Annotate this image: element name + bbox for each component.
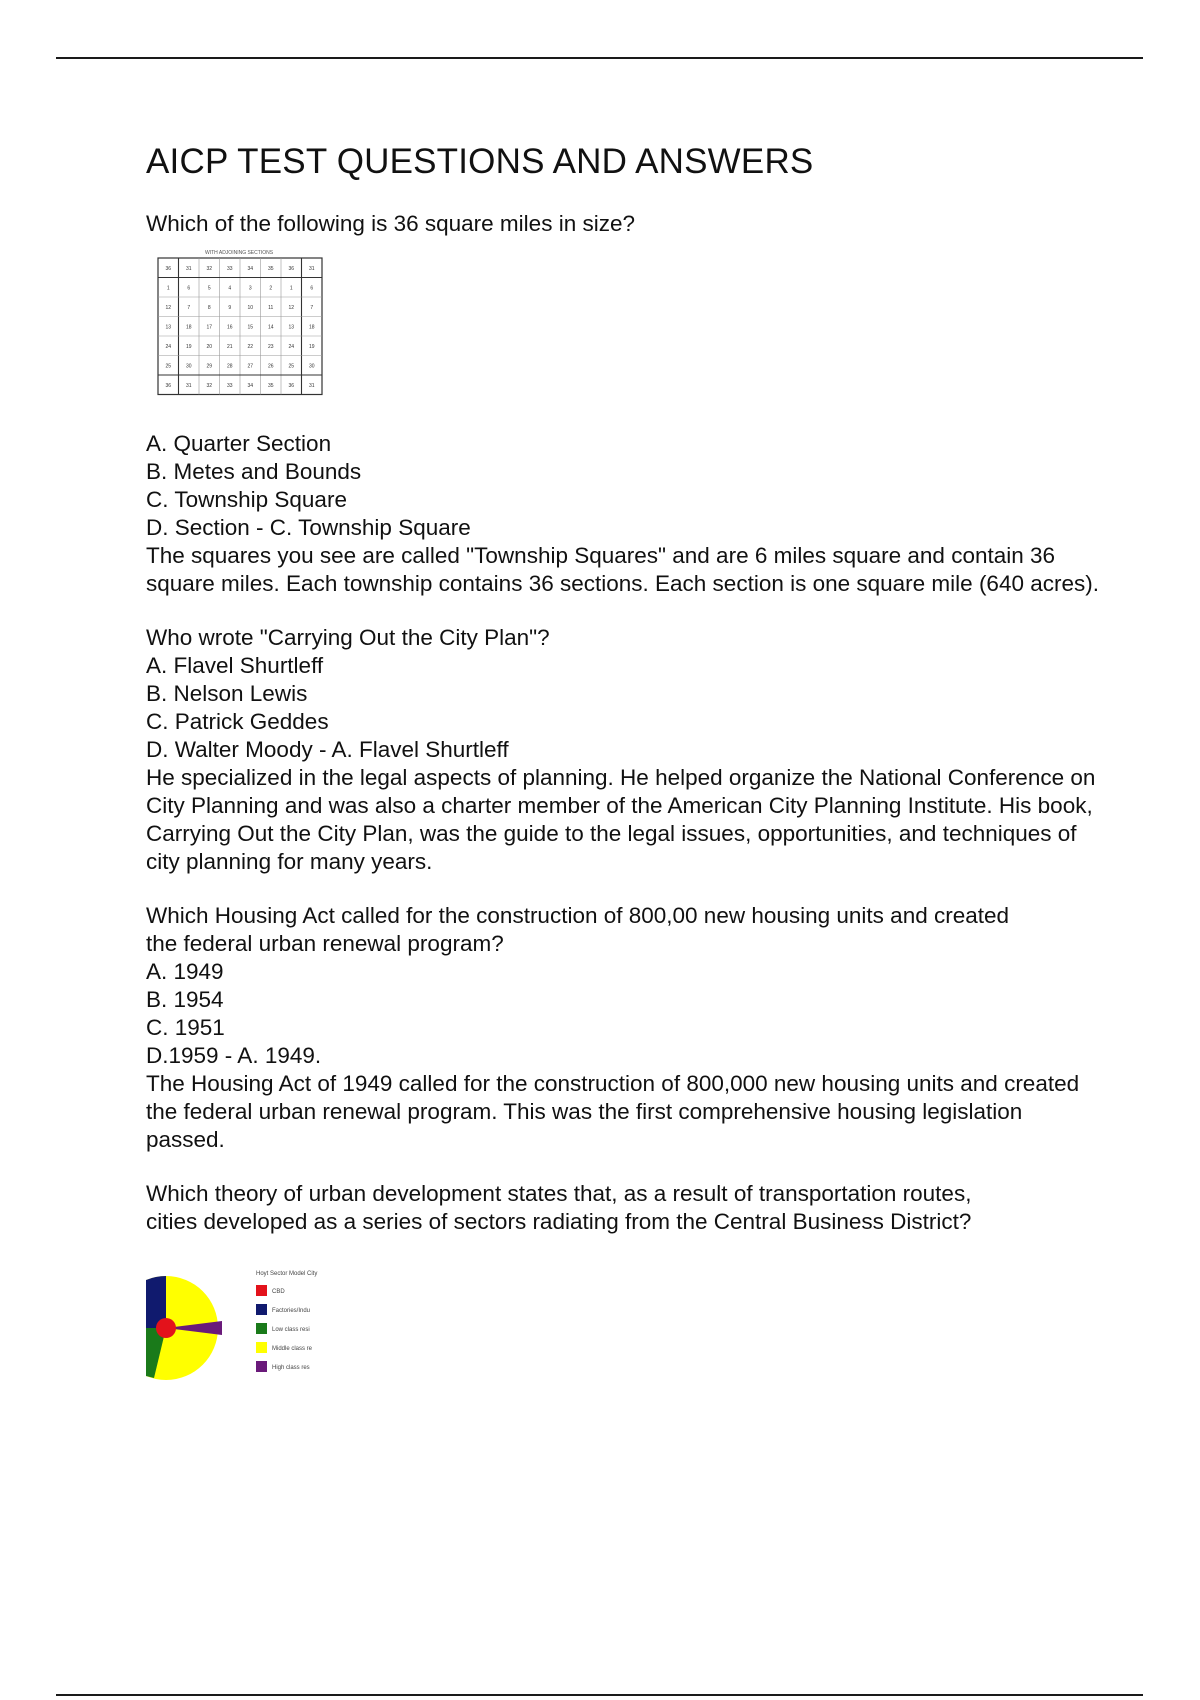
answer-option: B. Nelson Lewis bbox=[146, 681, 308, 706]
answer-option: A. 1949 bbox=[146, 959, 224, 984]
answer-explanation: The squares you see are called "Township Squares" and are 6 miles square and contain 36 square miles. Each township contains 36 sections. Each section is one square mile (640 acres). bbox=[146, 543, 1099, 596]
sector-cbd bbox=[156, 1318, 176, 1338]
township-grid-cell-number: 18 bbox=[185, 324, 192, 331]
township-grid-cell-number: 6 bbox=[310, 285, 314, 292]
answer-option: A. Flavel Shurtleff bbox=[146, 653, 324, 678]
township-grid-cell-number: 2 bbox=[269, 285, 273, 292]
township-grid-cell-number: 3 bbox=[248, 285, 252, 292]
page-title: AICP TEST QUESTIONS AND ANSWERS bbox=[146, 142, 814, 181]
township-grid-cell-number: 25 bbox=[165, 363, 172, 370]
township-grid-cell-number: 34 bbox=[247, 265, 254, 272]
township-grid-cell-number: 35 bbox=[267, 265, 274, 272]
question-prompt: cities developed as a series of sectors radiating from the Central Business District? bbox=[146, 1209, 972, 1234]
township-grid-cell-number: 19 bbox=[185, 343, 192, 350]
township-grid-cell-number: 16 bbox=[226, 324, 233, 331]
answer-option: D. Section - C. Township Square bbox=[146, 515, 471, 540]
sector-legend-title: Hoyt Sector Model City bbox=[256, 1271, 318, 1277]
answer-option: C. Township Square bbox=[146, 487, 347, 512]
township-grid-cell-number: 25 bbox=[288, 363, 295, 370]
township-grid-cell-number: 34 bbox=[247, 382, 254, 389]
township-grid-cell-number: 36 bbox=[288, 382, 295, 389]
legend-swatch bbox=[256, 1342, 267, 1353]
answer-option: A. Quarter Section bbox=[146, 431, 332, 456]
township-grid-cell-number: 26 bbox=[267, 363, 274, 370]
township-grid-cell-number: 7 bbox=[187, 304, 191, 311]
township-grid-cell-number: 18 bbox=[308, 324, 315, 331]
township-grid-cell-number: 14 bbox=[267, 324, 274, 331]
township-grid-cell-number: 36 bbox=[165, 265, 172, 272]
township-grid-lines bbox=[158, 258, 322, 395]
question-prompt: Which of the following is 36 square miles in size? bbox=[146, 211, 635, 236]
answer-explanation: The Housing Act of 1949 called for the construction of 800,000 new housing units and created the federal urban renewal program. This was the first comprehensive housing legislation passed. bbox=[146, 1071, 1080, 1152]
township-grid-cell-number: 17 bbox=[206, 324, 213, 331]
township-grid-cell-number: 36 bbox=[288, 265, 295, 272]
township-grid-cell-number: 22 bbox=[247, 343, 254, 350]
township-grid-cell-number: 29 bbox=[206, 363, 213, 370]
legend-label: CBD bbox=[272, 1289, 285, 1295]
question-block bbox=[146, 902, 1106, 1154]
township-grid-cell-number: 31 bbox=[308, 265, 315, 272]
sector-legend bbox=[256, 1285, 313, 1372]
legend-swatch bbox=[256, 1361, 267, 1372]
township-grid-cell-number: 30 bbox=[308, 363, 315, 370]
township-grid-cell-number: 35 bbox=[267, 382, 274, 389]
question-prompt: Which Housing Act called for the construction of 800,00 new housing units and created bbox=[146, 903, 1010, 928]
township-grid-cell-number: 28 bbox=[226, 363, 233, 370]
answer-option: D. Walter Moody - A. Flavel Shurtleff bbox=[146, 737, 509, 762]
township-grid-cell-number: 12 bbox=[288, 304, 295, 311]
legend-swatch bbox=[256, 1304, 267, 1315]
answer-option: C. 1951 bbox=[146, 1015, 225, 1040]
township-grid-cell-number: 32 bbox=[206, 382, 213, 389]
township-grid-cell-number: 27 bbox=[247, 363, 254, 370]
township-grid-cell-number: 13 bbox=[288, 324, 295, 331]
legend-label: Middle class re bbox=[272, 1346, 313, 1352]
legend-label: High class res bbox=[272, 1365, 310, 1371]
legend-swatch bbox=[256, 1323, 267, 1334]
township-grid-cell-number: 33 bbox=[226, 265, 233, 272]
township-grid-cell-number: 19 bbox=[308, 343, 315, 350]
answer-option: B. Metes and Bounds bbox=[146, 459, 362, 484]
question-block bbox=[146, 1180, 1106, 1388]
township-grid-figure bbox=[154, 248, 324, 398]
township-grid-cell-number: 1 bbox=[289, 285, 293, 292]
answer-option: C. Patrick Geddes bbox=[146, 709, 329, 734]
bottom-rule bbox=[56, 1694, 1143, 1696]
township-grid-cell-number: 8 bbox=[207, 304, 211, 311]
township-grid-cell-number: 23 bbox=[267, 343, 274, 350]
township-grid-cell-number: 10 bbox=[247, 304, 254, 311]
township-grid-cell-number: 7 bbox=[310, 304, 314, 311]
township-grid-cell-number: 24 bbox=[165, 343, 172, 350]
question-prompt: Who wrote "Carrying Out the City Plan"? bbox=[146, 625, 550, 650]
township-grid-cell-number: 20 bbox=[206, 343, 213, 350]
township-grid-cell-number: 13 bbox=[165, 324, 172, 331]
township-grid-cell-number: 33 bbox=[226, 382, 233, 389]
township-grid-cell-number: 24 bbox=[288, 343, 295, 350]
document-body bbox=[146, 140, 1106, 1388]
question-block bbox=[146, 210, 1106, 598]
township-grid-cell-number: 21 bbox=[226, 343, 233, 350]
township-grid-cell-number: 31 bbox=[185, 265, 192, 272]
answer-option: D.1959 - A. 1949. bbox=[146, 1043, 322, 1068]
township-grid-cell-number: 6 bbox=[187, 285, 191, 292]
answer-option: B. 1954 bbox=[146, 987, 224, 1012]
township-grid-cell-number: 36 bbox=[165, 382, 172, 389]
legend-label: Factories/Indu bbox=[272, 1308, 311, 1314]
township-grid-cell-number: 30 bbox=[185, 363, 192, 370]
township-grid-cell-number: 4 bbox=[228, 285, 232, 292]
township-grid-cell-number: 12 bbox=[165, 304, 172, 311]
township-grid-cell-number: 15 bbox=[247, 324, 254, 331]
township-grid-cell-number: 5 bbox=[207, 285, 211, 292]
township-grid-cell-number: 1 bbox=[166, 285, 170, 292]
answer-explanation: He specialized in the legal aspects of planning. He helped organize the National Conference on City Planning and was also a charter member of the American City Planning Institute. His book, Carrying Out the City Plan, was the guide to the legal issues, opportunities, and techniques of city planning for many years. bbox=[146, 765, 1096, 874]
township-grid-cell-number: 32 bbox=[206, 265, 213, 272]
question-prompt: Which theory of urban development states that, as a result of transportation routes, bbox=[146, 1181, 972, 1206]
township-grid-cell-number: 31 bbox=[185, 382, 192, 389]
legend-label: Low class resi bbox=[272, 1327, 310, 1333]
question-block bbox=[146, 624, 1106, 876]
sector-model-diagram bbox=[146, 1276, 222, 1380]
township-grid-cell-number: 11 bbox=[268, 304, 274, 311]
question-prompt: the federal urban renewal program? bbox=[146, 931, 504, 956]
legend-swatch bbox=[256, 1285, 267, 1296]
township-grid-caption: WITH ADJOINING SECTIONS bbox=[204, 250, 274, 256]
top-rule bbox=[56, 57, 1143, 59]
township-grid-cell-number: 31 bbox=[308, 382, 315, 389]
township-grid-cell-number: 9 bbox=[228, 304, 232, 311]
sector-model-figure bbox=[146, 1268, 336, 1388]
